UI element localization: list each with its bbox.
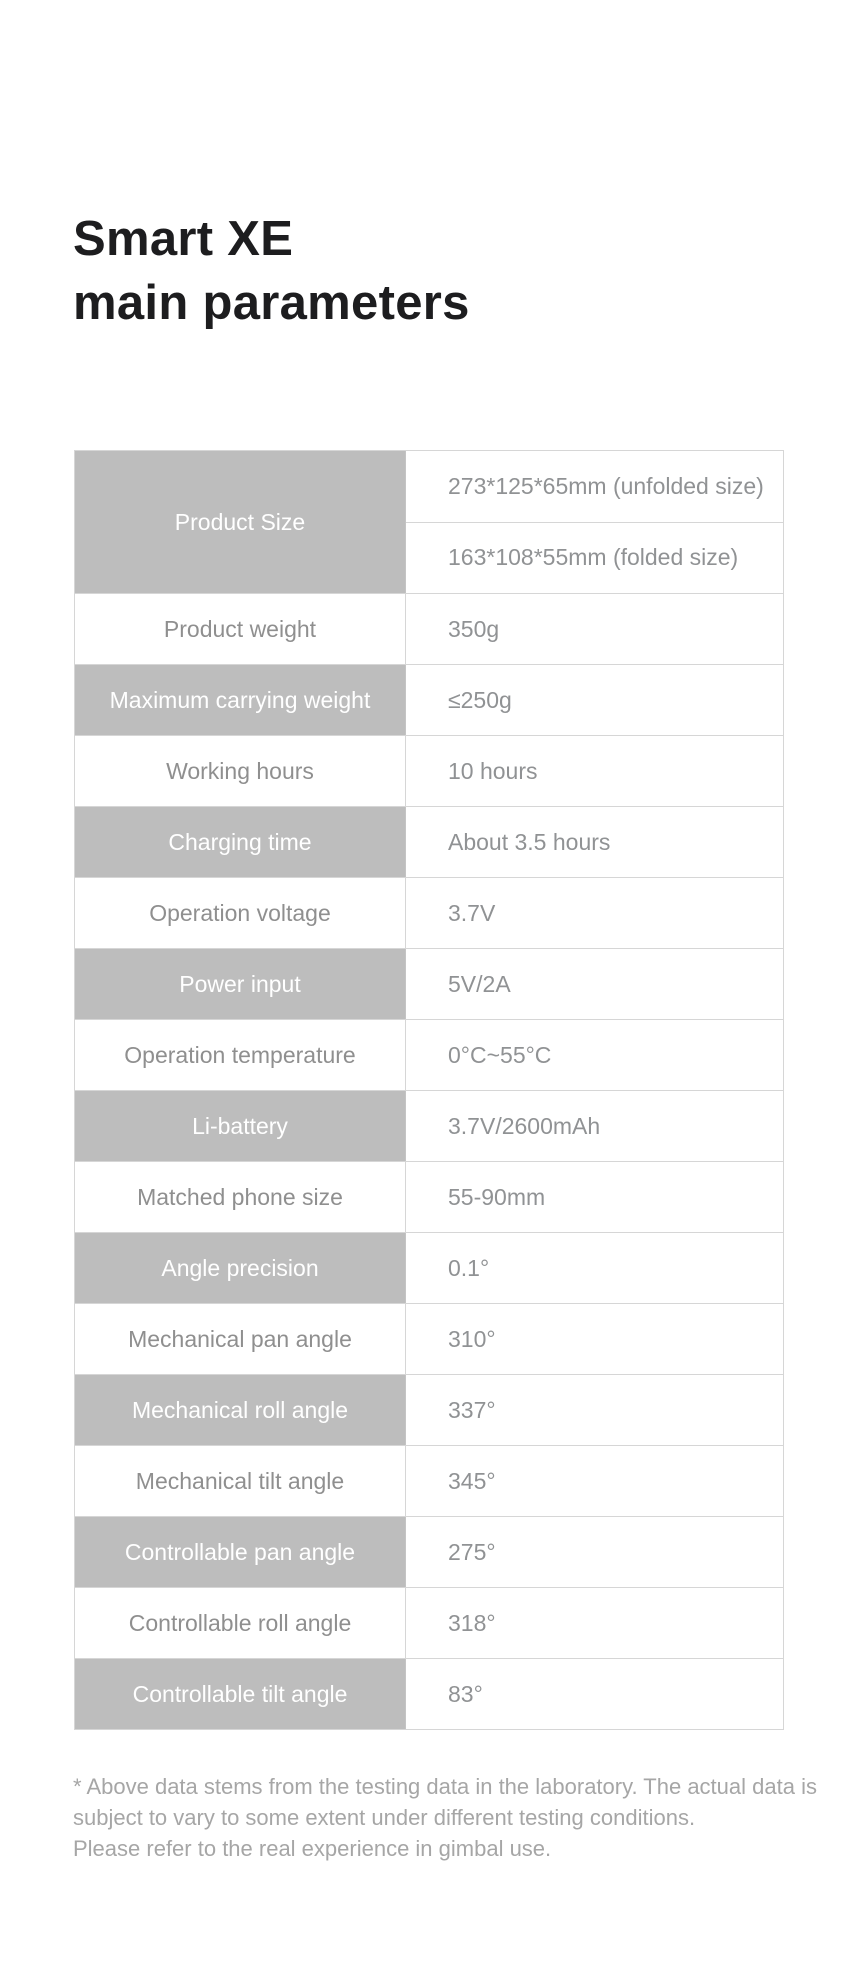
table-row [75,1658,783,1729]
row-label: Mechanical roll angle [75,1375,406,1445]
spec-table [74,450,784,1730]
row-label: Controllable pan angle [75,1517,406,1587]
table-row [75,1516,783,1587]
row-value: 10 hours [406,736,783,806]
footnote-line-2: subject to vary to some extent under different testing conditions. [73,1805,696,1830]
row-value-folded: 163*108*55mm (folded size) [406,522,783,594]
row-label: Working hours [75,736,406,806]
row-label: Controllable tilt angle [75,1659,406,1729]
row-value: 318° [406,1588,783,1658]
page-title-line-1: Smart XE [73,212,294,266]
row-value: 5V/2A [406,949,783,1019]
footnote [73,1771,817,1864]
table-row [75,1445,783,1516]
row-value: 55-90mm [406,1162,783,1232]
row-label: Matched phone size [75,1162,406,1232]
table-row [75,948,783,1019]
row-value: ≤250g [406,665,783,735]
row-value: 345° [406,1446,783,1516]
row-label: Operation temperature [75,1020,406,1090]
row-value: 0°C~55°C [406,1020,783,1090]
row-value-unfolded: 273*125*65mm (unfolded size) [406,451,783,522]
row-value: 275° [406,1517,783,1587]
row-label: Product Size [75,451,406,593]
row-label: Power input [75,949,406,1019]
row-label: Controllable roll angle [75,1588,406,1658]
row-value-stack [406,451,783,593]
row-value: 350g [406,594,783,664]
table-row [75,593,783,664]
row-value: 83° [406,1659,783,1729]
row-value: 3.7V [406,878,783,948]
table-row [75,1303,783,1374]
row-label: Product weight [75,594,406,664]
table-row [75,1161,783,1232]
row-label: Angle precision [75,1233,406,1303]
row-label: Charging time [75,807,406,877]
table-row [75,1587,783,1658]
page-title [73,207,470,335]
row-value: 3.7V/2600mAh [406,1091,783,1161]
row-label: Operation voltage [75,878,406,948]
row-label: Li-battery [75,1091,406,1161]
table-row [75,664,783,735]
table-row [75,1374,783,1445]
table-row [75,877,783,948]
footnote-line-1: * Above data stems from the testing data in the laboratory. The actual data is [73,1774,817,1799]
table-row [75,1019,783,1090]
table-row [75,1090,783,1161]
table-row-product-size [75,451,783,593]
page-title-line-2: main parameters [73,276,470,330]
table-row [75,1232,783,1303]
row-label: Mechanical tilt angle [75,1446,406,1516]
footnote-line-3: Please refer to the real experience in gimbal use. [73,1836,552,1861]
table-row [75,735,783,806]
row-value: 310° [406,1304,783,1374]
row-label: Mechanical pan angle [75,1304,406,1374]
table-row [75,806,783,877]
row-value: 0.1° [406,1233,783,1303]
row-value: 337° [406,1375,783,1445]
row-value: About 3.5 hours [406,807,783,877]
row-label: Maximum carrying weight [75,665,406,735]
